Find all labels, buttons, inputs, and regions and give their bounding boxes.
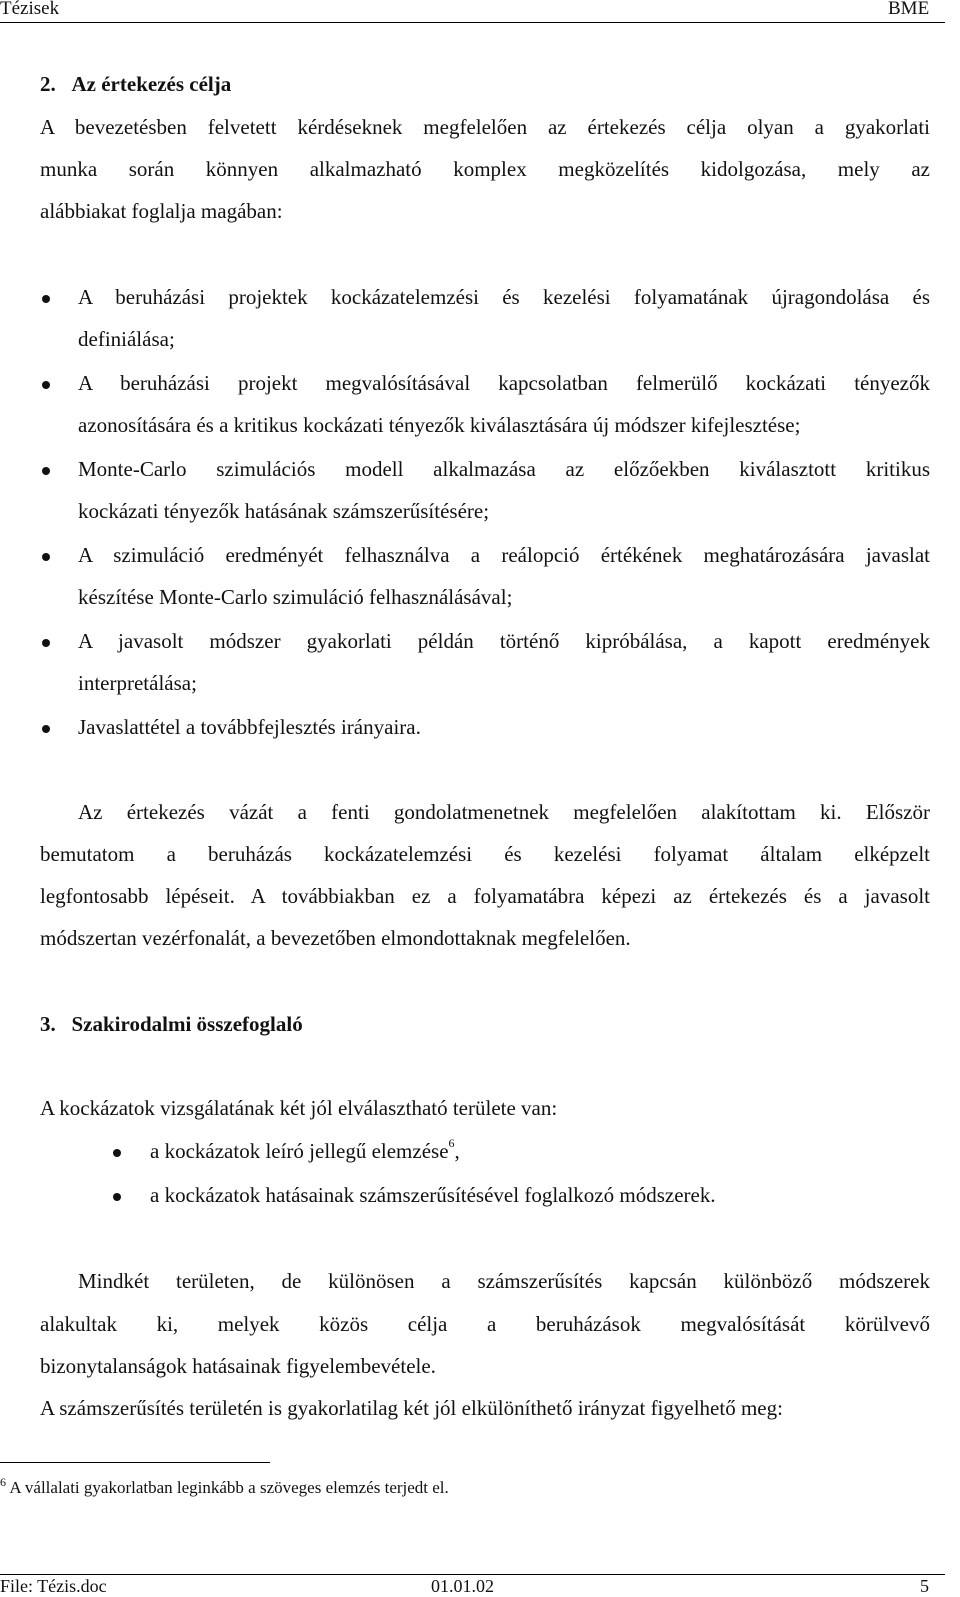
para-line-3: legfontosabb lépéseit. A továbbiakban ez a folyamatábra képezi az értekezés és a javasolt	[40, 884, 930, 908]
bullet-5-line-2: interpretálása;	[78, 671, 197, 695]
bullet-6-line-1: Javaslattétel a továbbfejlesztés irányaira.	[78, 715, 421, 739]
footer-date: 01.01.02	[431, 1576, 494, 1596]
s3-bullet-2: a kockázatok hatásainak számszerűsítésével foglalkozó módszerek.	[150, 1183, 716, 1207]
s3-para-line-3: bizonytalanságok hatásainak figyelembevétele.	[40, 1354, 436, 1378]
footer-rule	[0, 1574, 945, 1575]
header-left: Tézisek	[0, 0, 60, 19]
bullet-3-line-1: Monte-Carlo szimulációs modell alkalmazása az előzőekben kiválasztott kritikus	[78, 457, 930, 481]
bullet-dot	[42, 639, 50, 647]
footnote-number: 6	[0, 1475, 6, 1489]
para-line-4: módszertan vezérfonalát, a bevezetőben elmondottaknak megfelelően.	[40, 926, 631, 950]
s3-para-line-2: alakultak ki, melyek közös célja a beruházások megvalósítását körülvevő	[40, 1312, 930, 1336]
header-rule	[0, 22, 945, 23]
section-3-heading	[40, 1012, 930, 1037]
footer-file: File: Tézis.doc	[0, 1576, 107, 1596]
section-3-intro: A kockázatok vizsgálatának két jól elválasztható területe van:	[40, 1096, 558, 1120]
para-line-2: bemutatom a beruházás kockázatelemzési és kezelési folyamat általam elképzelt	[40, 842, 930, 866]
bullet-4-line-2: készítése Monte-Carlo szimuláció felhasználásával;	[78, 585, 513, 609]
section-3-title: Szakirodalmi összefoglaló	[71, 1012, 303, 1036]
s3-para-line-1: Mindkét területen, de különösen a számszerűsítés kapcsán különböző módszerek	[78, 1269, 930, 1293]
footnote-ref: 6	[448, 1136, 455, 1150]
s3-bullet-1: a kockázatok leíró jellegű elemzése$^6$,	[150, 1136, 460, 1163]
bullet-1-line-1: A beruházási projektek kockázatelemzési és kezelési folyamatának újragondolása és	[78, 285, 930, 309]
footnote-rule	[0, 1462, 270, 1463]
s3-last-line: A számszerűsítés területén is gyakorlatilag két jól elkülöníthető irányzat figyelhető meg:	[40, 1396, 783, 1420]
bullet-2-line-1: A beruházási projekt megvalósításával kapcsolatban felmerülő kockázati tényezők	[78, 371, 930, 395]
bullet-3-line-2: kockázati tényezők hatásának számszerűsítésére;	[78, 499, 490, 523]
bullet-dot	[113, 1193, 121, 1201]
bullet-dot	[42, 553, 50, 561]
section-3-number: 3.	[40, 1012, 56, 1036]
bullet-dot	[42, 381, 50, 389]
section-2-heading	[40, 72, 930, 97]
bullet-2-line-2: azonosítására és a kritikus kockázati tényezők kiválasztására új módszer kifejlesztése;	[78, 413, 801, 437]
bullet-5-line-1: A javasolt módszer gyakorlati példán történő kipróbálása, a kapott eredmények	[78, 629, 930, 653]
intro-line-2: munka során könnyen alkalmazható komplex megközelítés kidolgozása, mely az	[40, 157, 930, 181]
header-right: BME	[888, 0, 930, 19]
bullet-4-line-1: A szimuláció eredményét felhasználva a reálopció értékének meghatározására javaslat	[78, 543, 930, 567]
para-line-1: Az értekezés vázát a fenti gondolatmenetnek megfelelően alakítottam ki. Először	[78, 800, 930, 824]
intro-line-1: A bevezetésben felvetett kérdéseknek megfelelően az értekezés célja olyan a gyakorlati	[40, 115, 930, 139]
section-2-number: 2.	[40, 72, 56, 96]
footnote-text: A vállalati gyakorlatban leginkább a szöveges elemzés terjedt el.	[9, 1478, 449, 1497]
footnote	[0, 1475, 449, 1498]
section-2-title: Az értekezés célja	[71, 72, 232, 96]
bullet-dot	[42, 295, 50, 303]
bullet-1-line-2: definiálása;	[78, 327, 175, 351]
bullet-dot	[113, 1149, 121, 1157]
bullet-dot	[42, 725, 50, 733]
bullet-dot	[42, 467, 50, 475]
footer-page: 5	[920, 1576, 929, 1596]
intro-line-3: alábbiakat foglalja magában:	[40, 199, 283, 223]
